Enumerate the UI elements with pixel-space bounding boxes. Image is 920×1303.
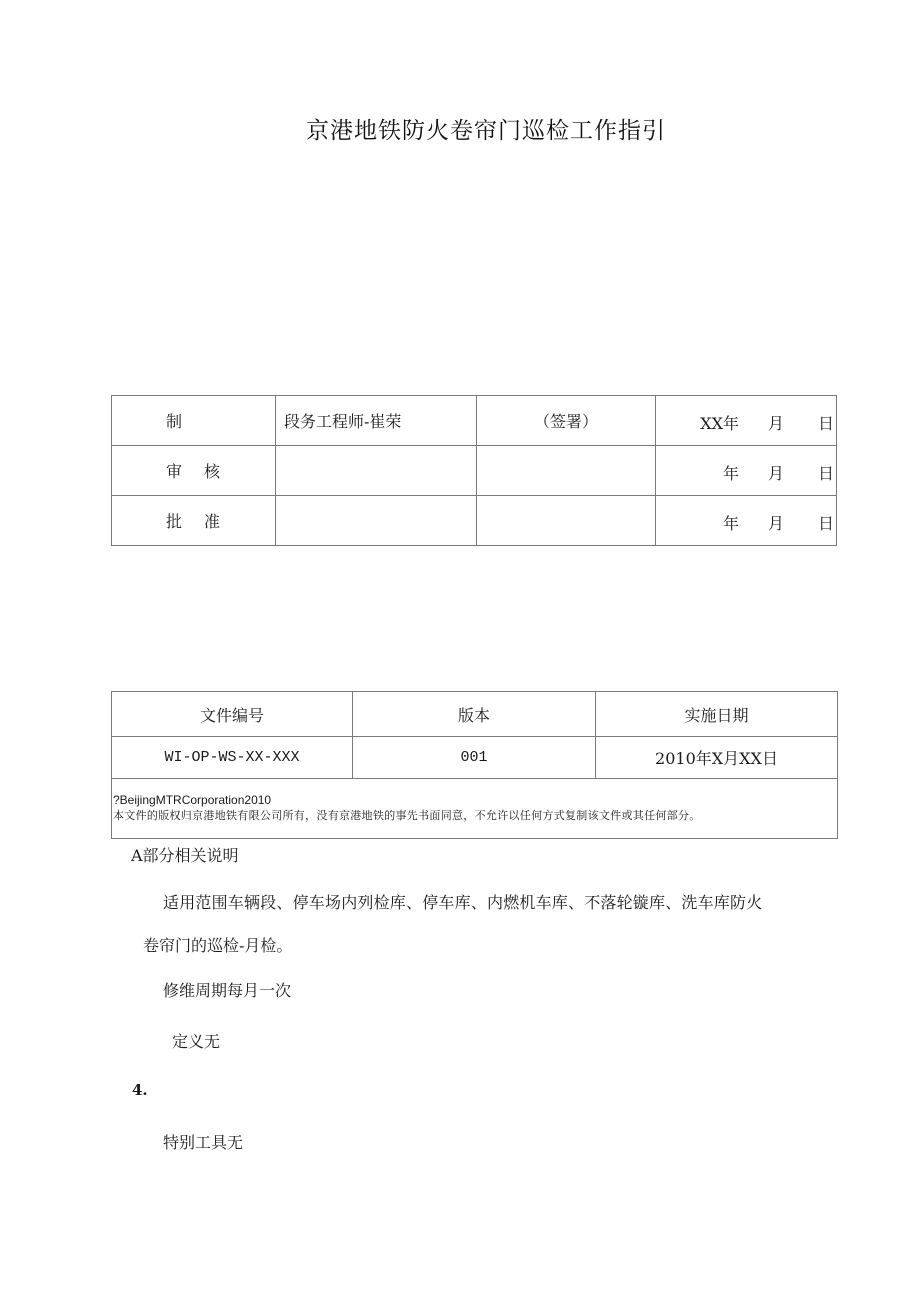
date-year: 年 [722, 513, 739, 533]
date-cell [656, 496, 837, 546]
name-cell: 段务工程师-崔荣 [276, 396, 477, 446]
table-row [112, 737, 838, 779]
sign-cell: （签署） [477, 396, 656, 446]
sign-cell [477, 496, 656, 546]
copyright-english: ?BeijingMTRCorporation2010 [113, 793, 272, 807]
document-info-table [111, 691, 838, 839]
role-cell [112, 396, 276, 446]
maintenance-cycle: 修维周期每月一次 [163, 981, 292, 1000]
definition: 定义无 [172, 1032, 221, 1051]
copyright-chinese: 本文件的版权归京港地铁有限公司所有，没有京港地铁的事先书面同意，不允许以任何方式复制该文件或其任何部分。 [113, 809, 701, 822]
table-row [112, 396, 837, 446]
role-label: 审 [166, 462, 183, 481]
name-cell [276, 446, 477, 496]
signature-table [111, 395, 837, 546]
doc-number-value: WI-OP-WS-XX-XXX [112, 737, 353, 779]
sign-cell [477, 446, 656, 496]
role-label: 批 [166, 512, 183, 531]
role-cell [112, 496, 276, 546]
role-cell [112, 446, 276, 496]
header-effective-date: 实施日期 [596, 692, 838, 737]
section-a-heading: A部分相关说明 [131, 846, 239, 865]
role-label: 准 [204, 512, 221, 531]
version-value: 001 [353, 737, 596, 779]
document-title: 京港地铁防火卷帘门巡检工作指引 [306, 118, 666, 144]
table-row [112, 496, 837, 546]
date-day: 日 [817, 513, 834, 533]
role-label: 核 [204, 462, 221, 481]
date-month: 月 [767, 463, 784, 483]
date-year: 年 [722, 463, 739, 483]
header-version: 版本 [353, 692, 596, 737]
date-day: 日 [817, 413, 834, 433]
special-tools: 特别工具无 [163, 1133, 244, 1152]
scope-paragraph-line1: 适用范围车辆段、停车场内列检库、停车库、内燃机车库、不落轮镟库、洗车库防火 [163, 893, 763, 912]
header-doc-number: 文件编号 [112, 692, 353, 737]
table-header-row [112, 692, 838, 737]
date-cell [656, 446, 837, 496]
table-row [112, 446, 837, 496]
effective-date-value: 2010年X月XX日 [596, 737, 838, 779]
copyright-row [112, 779, 838, 839]
date-cell [656, 396, 837, 446]
scope-paragraph-line2: 卷帘门的巡检-月检。 [143, 936, 293, 955]
copyright-cell [112, 779, 838, 839]
item-number-4: 4. [132, 1081, 148, 1099]
name-cell [276, 496, 477, 546]
date-year: XX年 [700, 413, 739, 433]
date-day: 日 [817, 463, 834, 483]
date-month: 月 [767, 513, 784, 533]
date-month: 月 [767, 413, 784, 433]
role-label: 制 [166, 412, 183, 431]
